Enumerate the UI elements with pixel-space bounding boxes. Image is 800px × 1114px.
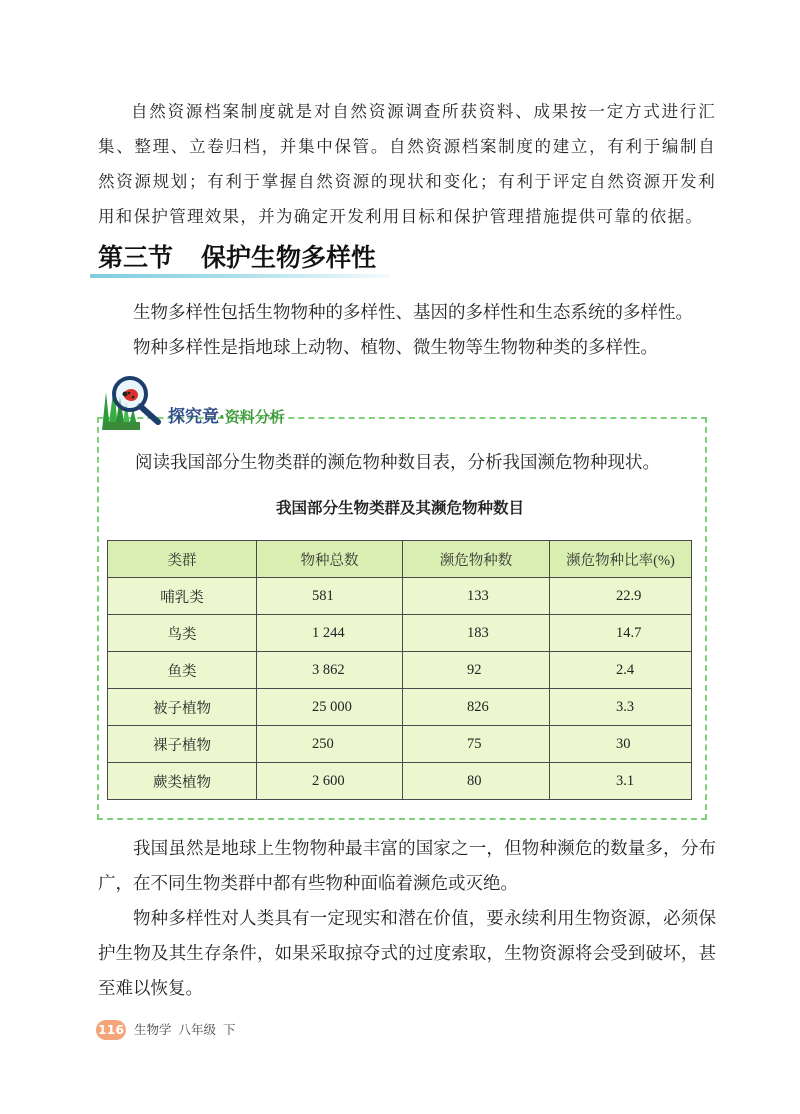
cell-ratio: 2.4	[550, 652, 692, 689]
header-total: 物种总数	[257, 541, 403, 578]
cell-total: 581	[257, 578, 403, 615]
endangered-status-paragraph: 我国虽然是地球上生物物种最丰富的国家之一，但物种濒危的数量多，分布广，在不同生物类群中都有些物种面临着濒危或灭绝。	[98, 839, 716, 894]
table-title: 我国部分生物类群及其濒危物种数目	[275, 499, 524, 517]
table-row	[108, 652, 692, 689]
species-diversity-definition: 物种多样性是指地球上动物、植物、微生物等生物物种类的多样性。	[133, 338, 658, 358]
table-row	[108, 763, 692, 800]
header-group: 类群	[108, 541, 257, 578]
section-heading	[98, 238, 376, 278]
species-value-paragraph: 物种多样性对人类具有一定现实和潜在价值，要永续利用生物资源，必须保护生物及其生存条件，如果采取掠夺式的过度索取，生物资源将会受到破坏，甚至难以恢复。	[98, 909, 716, 999]
cell-ratio: 30	[550, 726, 692, 763]
cell-total: 3 862	[257, 652, 403, 689]
explore-instruction: 阅读我国部分生物类群的濒危物种数目表，分析我国濒危物种现状。	[135, 453, 660, 473]
table-row	[108, 689, 692, 726]
archive-paragraph: 自然资源档案制度就是对自然资源调查所获资料、成果按一定方式进行汇集、整理、立卷归档，并集中保管。自然资源档案制度的建立，有利于编制自然资源规划；有利于掌握自然资源的现状和变化；有利于评定自然资源开发利用和保护管理效果，并为确定开发利用目标和保护管理措施提供可靠的依据。	[98, 102, 716, 226]
cell-total: 250	[257, 726, 403, 763]
page-number-badge: 116	[96, 1020, 126, 1040]
cell-endangered: 80	[403, 763, 550, 800]
cell-group: 裸子植物	[108, 726, 257, 763]
section-number: 第三节	[98, 243, 174, 272]
cell-ratio: 3.3	[550, 689, 692, 726]
cell-total: 1 244	[257, 615, 403, 652]
explore-header	[100, 372, 360, 432]
table-row	[108, 726, 692, 763]
biodiversity-definition: 生物多样性包括生物物种的多样性、基因的多样性和生态系统的多样性。	[133, 303, 693, 323]
cell-endangered: 183	[403, 615, 550, 652]
table-row	[108, 578, 692, 615]
cell-total: 2 600	[257, 763, 403, 800]
cell-group: 哺乳类	[108, 578, 257, 615]
cell-endangered: 75	[403, 726, 550, 763]
cell-endangered: 92	[403, 652, 550, 689]
table-row	[108, 615, 692, 652]
cell-group: 鱼类	[108, 652, 257, 689]
cell-endangered: 133	[403, 578, 550, 615]
header-ratio: 濒危物种比率(%)	[550, 541, 692, 578]
cell-ratio: 14.7	[550, 615, 692, 652]
section-title: 保护生物多样性	[201, 243, 377, 272]
table-header-row	[108, 541, 692, 578]
cell-group: 被子植物	[108, 689, 257, 726]
cell-group: 蕨类植物	[108, 763, 257, 800]
book-title: 生物学 八年级 下	[134, 1022, 236, 1037]
cell-group: 鸟类	[108, 615, 257, 652]
cell-ratio: 3.1	[550, 763, 692, 800]
cell-endangered: 826	[403, 689, 550, 726]
cell-total: 25 000	[257, 689, 403, 726]
magnifier-ladybug-icon	[100, 372, 172, 432]
endangered-species-table	[107, 540, 692, 800]
explore-subtitle: 资料分析	[224, 408, 285, 426]
explore-label	[168, 402, 285, 427]
cell-ratio: 22.9	[550, 578, 692, 615]
explore-separator: ·	[219, 408, 225, 426]
header-endangered: 濒危物种数	[403, 541, 550, 578]
explore-title: 探究竟	[168, 407, 219, 427]
